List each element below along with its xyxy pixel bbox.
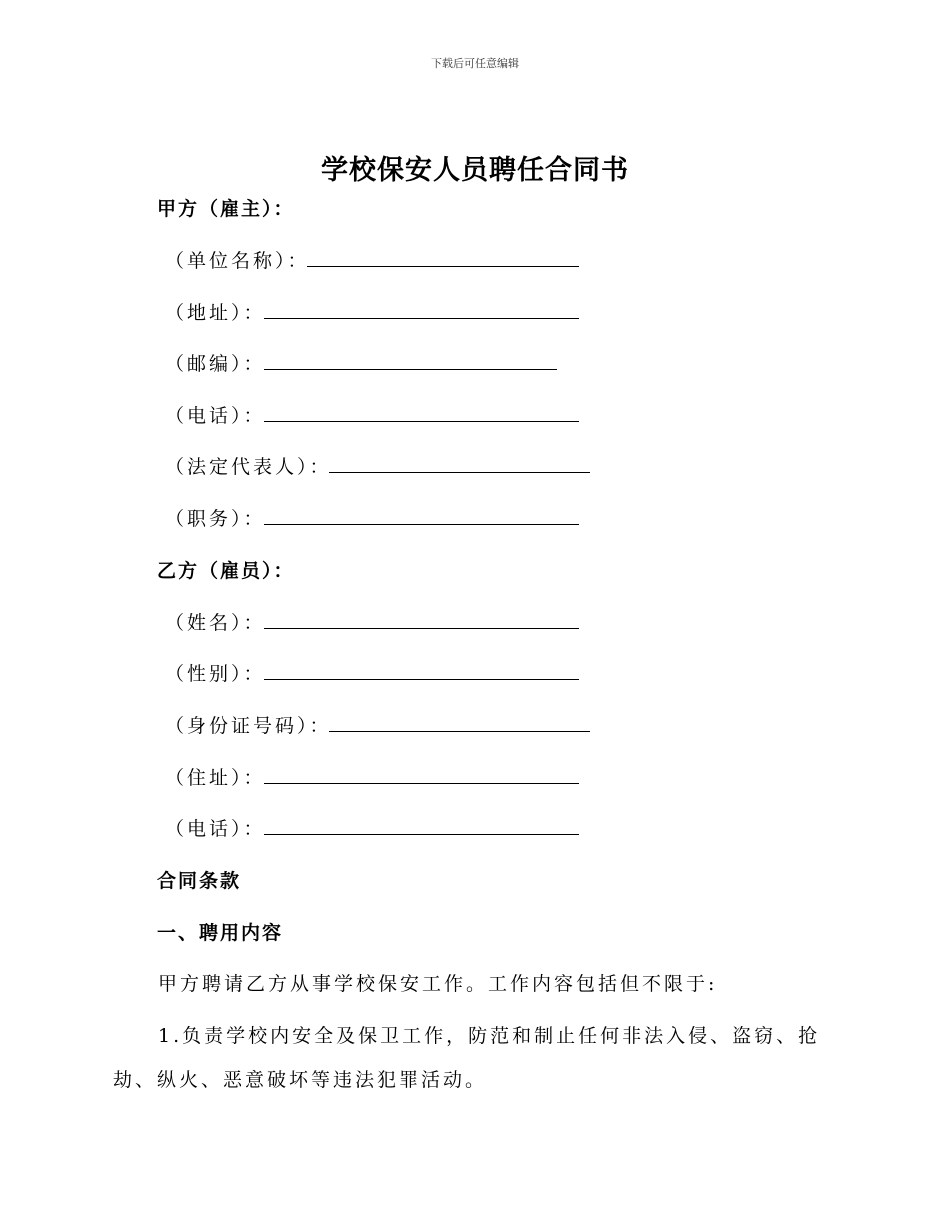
header-note: 下载后可任意编辑 [431,57,519,70]
name-blank-line[interactable] [264,628,579,629]
terms-heading: 合同条款 [157,870,242,892]
field-label: （单位名称）： [165,250,310,272]
id-number-blank-line[interactable] [329,731,590,732]
position-blank-line[interactable] [264,524,579,525]
field-label: （邮编）： [165,353,266,375]
postcode-blank-line[interactable] [264,369,557,370]
party-a-address-field[interactable] [165,298,266,325]
address-blank-line[interactable] [264,318,579,319]
party-a-heading: 甲方（雇主）： [157,198,295,220]
residence-blank-line[interactable] [264,783,579,784]
party-a-unit-name-field[interactable] [165,246,310,273]
item-1-line-1: 1.负责学校内安全及保卫工作，防范和制止任何非法入侵、盗窃、抢 [158,1025,821,1047]
field-label: （电话）： [165,405,266,427]
party-b-residence-field[interactable] [165,763,266,790]
field-label: （性别）： [165,663,266,685]
phone-blank-line[interactable] [264,421,579,422]
field-label: （住址）： [165,767,266,789]
party-a-phone-field[interactable] [165,401,266,428]
field-label: （姓名）： [165,612,266,634]
field-label: （地址）： [165,302,266,324]
field-label: （法定代表人）： [165,456,332,478]
party-b-gender-field[interactable] [165,659,266,686]
party-b-phone-field[interactable] [165,814,266,841]
party-a-position-field[interactable] [165,504,266,531]
unit-name-blank-line[interactable] [307,266,579,267]
party-b-name-field[interactable] [165,608,266,635]
party-b-heading: 乙方（雇员）： [157,560,295,582]
party-a-postcode-field[interactable] [165,349,266,376]
party-a-legal-representative-field[interactable] [165,452,332,479]
gender-blank-line[interactable] [264,679,579,680]
phone-blank-line[interactable] [264,834,579,835]
party-b-id-number-field[interactable] [165,711,332,738]
field-label: （身份证号码）： [165,715,332,737]
section-1-intro: 甲方聘请乙方从事学校保安工作。工作内容包括但不限于: [158,973,718,995]
legal-representative-blank-line[interactable] [329,472,590,473]
item-1-line-2: 劫、纵火、恶意破坏等违法犯罪活动。 [113,1069,488,1091]
document-title: 学校保安人员聘任合同书 [321,155,629,186]
field-label: （电话）： [165,818,266,840]
section-1-heading: 一、聘用内容 [157,922,284,944]
field-label: （职务）： [165,508,266,530]
